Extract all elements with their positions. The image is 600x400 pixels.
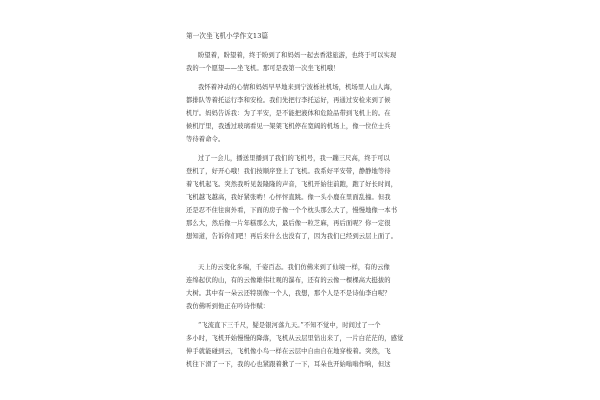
text-line: 天上的云变化多端，千姿百态。我们仿佛来到了仙境一样，有的云像 xyxy=(198,264,390,271)
text-line: 大树。其中有一朵云还特别像一个人，我想，那个人是不是诗仙李白呢？ xyxy=(186,290,391,297)
text-line: 还是忍不住往窗外看，下面的房子像一个个枕头那么大了，慢慢地像一本书 xyxy=(186,207,398,214)
paragraph-4 xyxy=(186,261,418,313)
article xyxy=(186,30,418,377)
text-line: 登机了，好开心哦！我们按顺序登上了飞机。我系好平安带，静静地等待 xyxy=(186,168,391,175)
text-line: 那么大，然后像一片年糕那么大，最后像一粒芝麻，再后面呢？你一定很 xyxy=(186,220,391,227)
paragraph-1 xyxy=(186,49,418,75)
text-line: 我怀着冲动的心情和妈妈早早地来到宁波栎社机场，机场里人山人海， xyxy=(198,84,397,91)
text-line: 伸手就能碰到云，飞机像小鸟一样在云层中自由自在地穿梭着。突然，飞 xyxy=(186,348,391,355)
text-line: 着飞机起飞。突然我听见轰隆隆的声音，飞机开始往前跑，跑了好长时间， xyxy=(186,181,398,188)
article-title: 第一次坐飞机小学作文13篇 xyxy=(186,32,269,40)
text-line: 飞机越飞越高，我好紧张哟！心怦怦直跳。像一头小鹿在里面乱撞。但我 xyxy=(186,194,391,201)
text-line: 连绵起伏的山，有的云像雄伟壮观的瀑布，还有的云像一棵棵高大挺拔的 xyxy=(186,277,391,284)
text-line: 等待着命令。 xyxy=(186,136,225,143)
text-line: 机往下滑了一下，我的心也紧跟着揪了一下，耳朵也开始嗡嗡作响，但这 xyxy=(186,361,391,368)
text-line: 多小时，飞机开始慢慢的降落，飞机从云层里钻出来了，一片白茫茫的，感觉 xyxy=(186,335,404,342)
text-line: 候机厅里，我透过玻璃看见一架架飞机停在宽阔的机场上，像一位位士兵 xyxy=(186,123,391,130)
text-line: 我的一个愿望——坐飞机。那可是我第一次坐飞机哦！ xyxy=(186,65,340,72)
paragraph-3 xyxy=(186,152,418,243)
text-line: 盼望着，盼望着，终于盼到了和妈妈一起去香港旅游，也终于可以实现 xyxy=(198,52,397,59)
text-line: 机厅。妈妈告诉我：为了平安，是不能把液体和危险品带到飞机上的。在 xyxy=(186,110,391,117)
paragraph-2 xyxy=(186,81,418,146)
text-line: 过了一会儿，播送里播到了我们的飞机号，我一蹦三尺高，终于可以 xyxy=(198,155,390,162)
text-line: 想知道，告诉你们吧！再后来什么也没有了，因为我们已经到云层上面了。 xyxy=(186,233,398,240)
text-line: 都排队等着托运行李和安检。我们先把行李托运好，再通过安检来到了候 xyxy=(186,97,391,104)
text-line: 我仿佛听到他正在吟诗作赋： xyxy=(186,303,270,310)
paragraph-5 xyxy=(186,319,418,371)
text-line: “飞流直下三千尺，疑是银河落九天。”不知不觉中，时间过了一个 xyxy=(198,322,381,329)
